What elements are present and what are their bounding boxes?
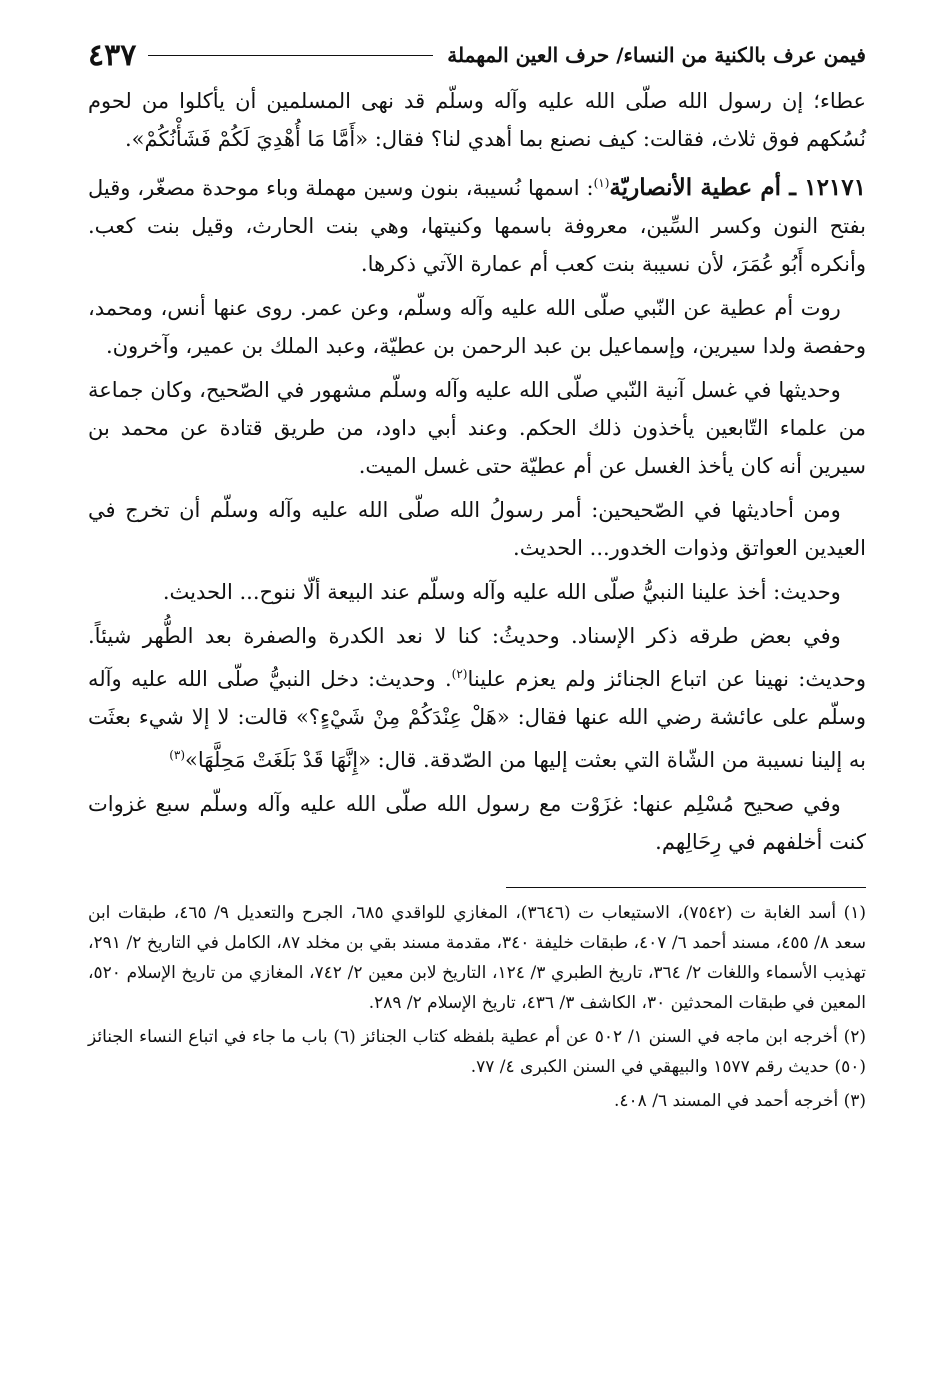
footnote-1: (١) أسد الغابة ت (٧٥٤٢)، الاستيعاب ت (٣٦٤٦)، المغازي للواقدي ٦٨٥، الجرح والتعديل ٩/ ٤٦٥، طبقات ابن سعد ٨/ ٤٥٥، مسند أحمد ٦/ ٤٠٧، طبقات خليفة ٣٤٠، مقدمة مسند بقي بن مخلد ٨٧، الكامل في التاريخ ٢/ ٢٩١، تهذيب الأسماء واللغات ٢/ ٣٦٤، تاريخ الطبري ٣/ ١٢٤، التاريخ لابن معين ٢/ ٧٤٢، المغازي من تاريخ الإسلام ٥٢٠، المعين في طبقات المحدثين ٣٠، الكاشف ٣/ ٤٣٦، تاريخ الإسلام ٢/ ٢٨٩.: [88, 903, 866, 1013]
paragraph-7-part-a: وفي بعض طرقه ذكر الإسناد. وحديثُ: كنا لا نعد الكدرة والصفرة بعد الطُّهر شيئاً. وحديث: نهينا عن اتباع الجنائز ولم يعزم علينا: [88, 624, 866, 691]
paragraph-8: وفي صحيح مُسْلِم عنها: غزَوْت مع رسول الله صلّى الله عليه وآله وسلّم سبع غزوات كنت أخلفهم في رِحَالِهم.: [88, 792, 866, 854]
paragraph-7: [88, 617, 866, 779]
footnote-2: (٢) أخرجه ابن ماجه في السنن ١/ ٥٠٢ عن أم عطية بلفظه كتاب الجنائز (٦) باب ما جاء في اتباع النساء الجنائز (٥٠) حديث رقم ١٥٧٧ والبيهقي في السنن الكبرى ٤/ ٧٧.: [88, 1027, 866, 1077]
header-rule: [148, 55, 433, 56]
paragraph-5: ومن أحاديثها في الصّحيحين: أمر رسولُ الله صلّى الله عليه وآله وسلّم أن تخرج في العيدين العواتق وذوات الخدور... الحديث.: [88, 498, 866, 560]
paragraph-4: وحديثها في غسل آنية النّبي صلّى الله عليه وآله وسلّم مشهور في الصّحيح، وكان جماعة من علماء التّابعين يأخذون ذلك الحكم. وعند أبي داود، من طريق قتادة عن محمد بن سيرين أنه كان يأخذ الغسل عن أم عطيّة حتى غسل الميت.: [88, 378, 866, 478]
footnote-separator-wrap: [88, 873, 866, 898]
footnote-ref-2[interactable]: (٢): [451, 667, 468, 681]
entry-paragraph: [88, 164, 866, 283]
paragraph-3: روت أم عطية عن النّبي صلّى الله عليه وآله وسلّم، وعن عمر. روى عنها أنس، ومحمد، وحفصة ولدا سيرين، وإسماعيل بن عبد الرحمن بن عطيّة، وعبد الملك بن عمير، وآخرون.: [88, 296, 866, 358]
main-text: [88, 82, 866, 861]
footnote-3: (٣) أخرجه أحمد في المسند ٦/ ٤٠٨.: [614, 1091, 866, 1111]
footnote-ref-1[interactable]: (١): [593, 176, 610, 190]
page-number: ٤٣٧: [88, 37, 137, 73]
paragraph-1: عطاء؛ إن رسول الله صلّى الله عليه وآله وسلّم قد نهى المسلمين أن يأكلوا من لحوم نُسُكهم فوق ثلاث، فقالت: كيف نصنع بما أهدي لنا؟ فقال: «أَمَّا مَا أُهْدِيَ لَكُمْ فَشَأْنُكُمْ».: [88, 89, 866, 151]
entry-text: : اسمها نُسيبة، بنون وسين مهملة وباء موحدة مصغّر، وقيل بفتح النون وكسر السِّين، معروفة باسمها وكنيتها، وهي بنت الحارث، وقيل بنت كعب. وأنكره أَبُو عُمَرَ، لأن نسيبة بنت كعب أم عمارة الآتي ذكرها.: [88, 176, 866, 276]
paragraph-6: وحديث: أخذ علينا النبيُّ صلّى الله عليه وآله وسلّم عند البيعة ألّا ننوح... الحديث.: [162, 580, 841, 604]
footnote-separator: [506, 887, 866, 888]
entry-heading: ١٢١٧١ ـ أم عطية الأنصاريّة: [609, 174, 866, 201]
footnotes: [88, 898, 866, 1116]
running-head: فيمن عرف بالكنية من النساء/ حرف العين المهملة: [447, 43, 866, 67]
page-header: [88, 30, 866, 80]
footnote-ref-3[interactable]: (٣): [169, 748, 186, 762]
paragraph-7-part-b: . وحديث: دخل النبيُّ صلّى الله عليه وآله وسلّم على عائشة رضي الله عنها فقال: «هَلْ عِنْدَكُمْ مِنْ شَيْءٍ؟» قالت: لا إلا شيء بعثَت به إلينا نسيبة من الشّاة التي بعثت إليها من الصّدقة. قال: «إِنَّهَا قَدْ بَلَغَتْ مَحِلَّهَا»: [88, 667, 866, 772]
